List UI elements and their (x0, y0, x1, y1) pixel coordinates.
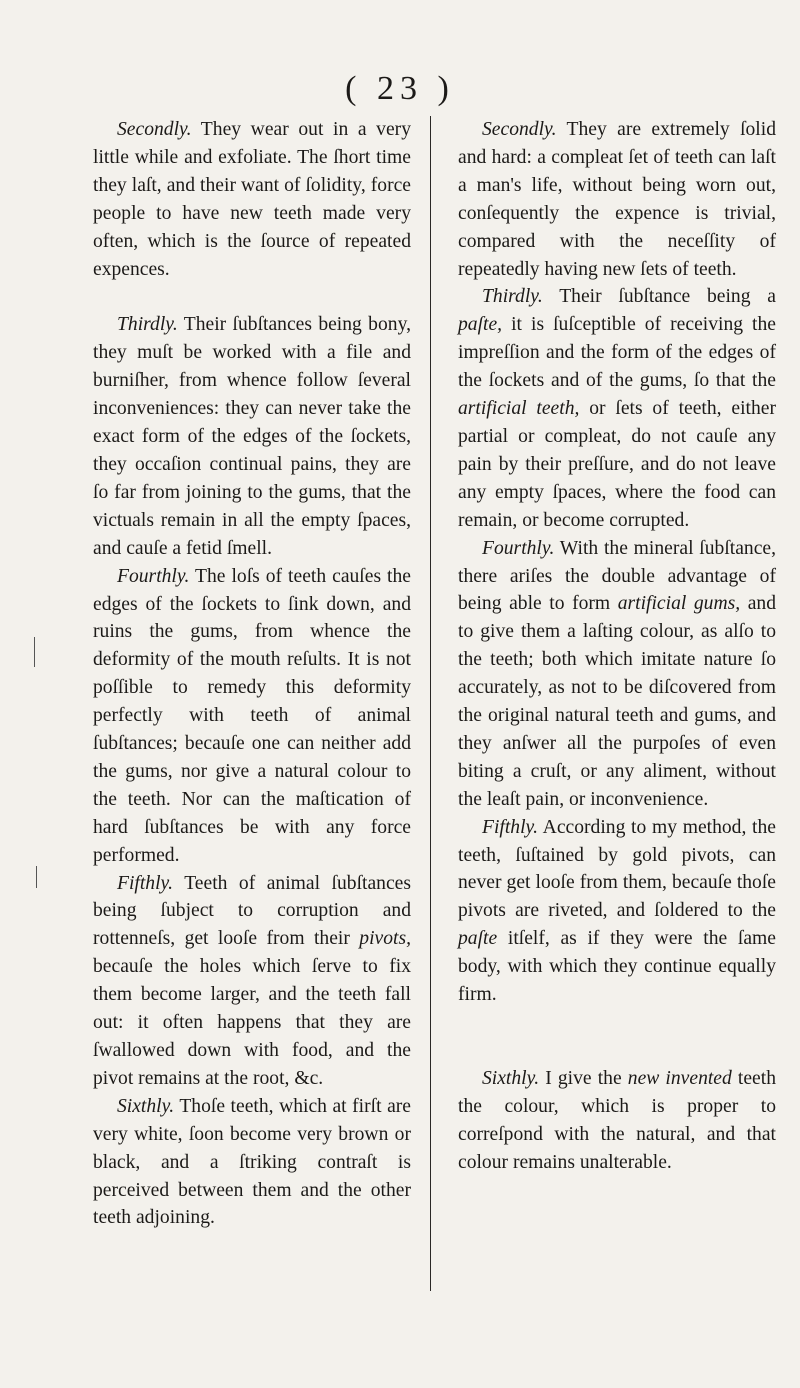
paragraph-text: They are extremely ſolid and hard: a compleat ſet of teeth can laſt a man's life, without being worn out, conſequently the expence is trivial, compared with the neceſſity of repeatedly having new ſets of teeth. (458, 119, 776, 280)
paragraph-emphasis: paſte (458, 928, 498, 950)
paragraph-text: Thoſe teeth, which at firſt are very white, ſoon become very brown or black, and a ſtriking contraſt is perceived between them and the other teeth adjoining. (93, 1095, 411, 1229)
paragraph-text: or ſets of teeth, either partial or compleat, do not cauſe any pain by their preſſure, and do not leave any empty ſpaces, where the food can remain, or become corrupted. (458, 398, 776, 531)
paragraph-emphasis: artificial gums, (617, 593, 741, 615)
paragraph-lead: Secondly. (117, 119, 192, 140)
paragraph-text: I give the (539, 1068, 628, 1089)
paragraph-text: and to give them a laſting colour, as alſo to the teeth; both which imitate nature ſo accurately, as not to be diſcovered from the original natural teeth and gums, and they anſwer all the purpoſes of even biting a cruſt, or any aliment, without the leaſt pain, or inconvenience. (458, 593, 776, 810)
paragraph-lead: Thirdly. (117, 314, 178, 336)
left-paragraph-sixthly (93, 1093, 411, 1233)
right-paragraph-secondly (458, 116, 776, 283)
paragraph-text: Their ſubſtances being bony, they muſt be worked with a file and burniſher, from whence follow ſeveral inconveniences: they can never take the exact form of the edges of the ſockets, they occaſion continual pains, they are ſo far from joining to the gums, that the victuals remain in all the empty ſpaces, and cauſe a fetid ſmell. (93, 314, 411, 559)
paragraph-emphasis: paſte, (458, 314, 503, 336)
paragraph-lead: Fifthly. (482, 816, 539, 838)
paragraph-lead: Fourthly. (117, 565, 190, 587)
paragraph-lead: Sixthly. (482, 1068, 540, 1089)
right-paragraph-sixthly (458, 1065, 776, 1177)
paragraph-text: According to my method, the teeth, ſuſtained by gold pivots, can never get looſe from them, becauſe thoſe pivots are riveted, and ſoldered to the (458, 816, 776, 922)
paragraph-lead: Secondly. (482, 119, 557, 140)
paragraph-text: it is ſuſceptible of receiving the impreſſion and the form of the edges of the ſockets and of the gums, ſo that the (458, 314, 776, 392)
paragraph-text: They wear out in a very little while and exfoliate. The ſhort time they laſt, and their want of ſolidity, force people to have new teeth made very often, which is the ſource of repeated expences. (93, 119, 411, 280)
right-paragraph-thirdly (458, 283, 776, 534)
paragraph-text: itſelf, as if they were the ſame body, with which they continue equally firm. (458, 928, 776, 1006)
paragraph-lead: Sixthly. (117, 1095, 175, 1117)
paragraph-emphasis: new invented (627, 1068, 732, 1089)
paragraph-text: Teeth of animal ſubſtances being ſubject to corruption and rottenneſs, get looſe from their (93, 872, 411, 950)
right-paragraph-fourthly (458, 535, 776, 814)
paragraph-text: becauſe the holes which ſerve to fix them become larger, and the teeth fall out: it often happens that they are ſwallowed down with food, and the pivot remains at the root, &c. (93, 956, 411, 1089)
left-column (93, 116, 411, 1232)
paragraph-text: teeth the colour, which is proper to correſpond with the natural, and that colour remains unalterable. (458, 1068, 776, 1173)
page-number: ( 23 ) (345, 70, 455, 107)
paragraph-lead: Fourthly. (482, 537, 555, 559)
column-divider (430, 116, 431, 1291)
paragraph-text: The loſs of teeth cauſes the edges of the ſockets to ſink down, and ruins the gums, from whence the deformity of the mouth reſults. It is not poſſible to remedy this deformity perfectly with teeth of animal ſubſtances; becauſe one can neither add the gums, nor give a natural colour to the teeth. Nor can the maſtication of hard ſubſtances be with any force performed. (93, 565, 411, 866)
right-paragraph-fifthly (458, 814, 776, 1009)
margin-mark (34, 637, 35, 667)
right-column (458, 116, 776, 1177)
paragraph-emphasis: artificial teeth, (458, 398, 580, 420)
paragraph-lead: Thirdly. (482, 286, 543, 308)
left-paragraph-secondly (93, 116, 411, 283)
margin-mark (36, 866, 37, 888)
paragraph-text: Their ſubſtance being a (542, 286, 776, 308)
paragraph-lead: Fifthly. (117, 872, 174, 894)
left-paragraph-fourthly (93, 563, 411, 870)
paragraph-text: With the mineral ſubſtance, there ariſes the double advantage of being able to form (458, 537, 776, 615)
paragraph-emphasis: pivots, (359, 928, 411, 950)
left-paragraph-thirdly (93, 311, 411, 562)
left-paragraph-fifthly (93, 870, 411, 1093)
